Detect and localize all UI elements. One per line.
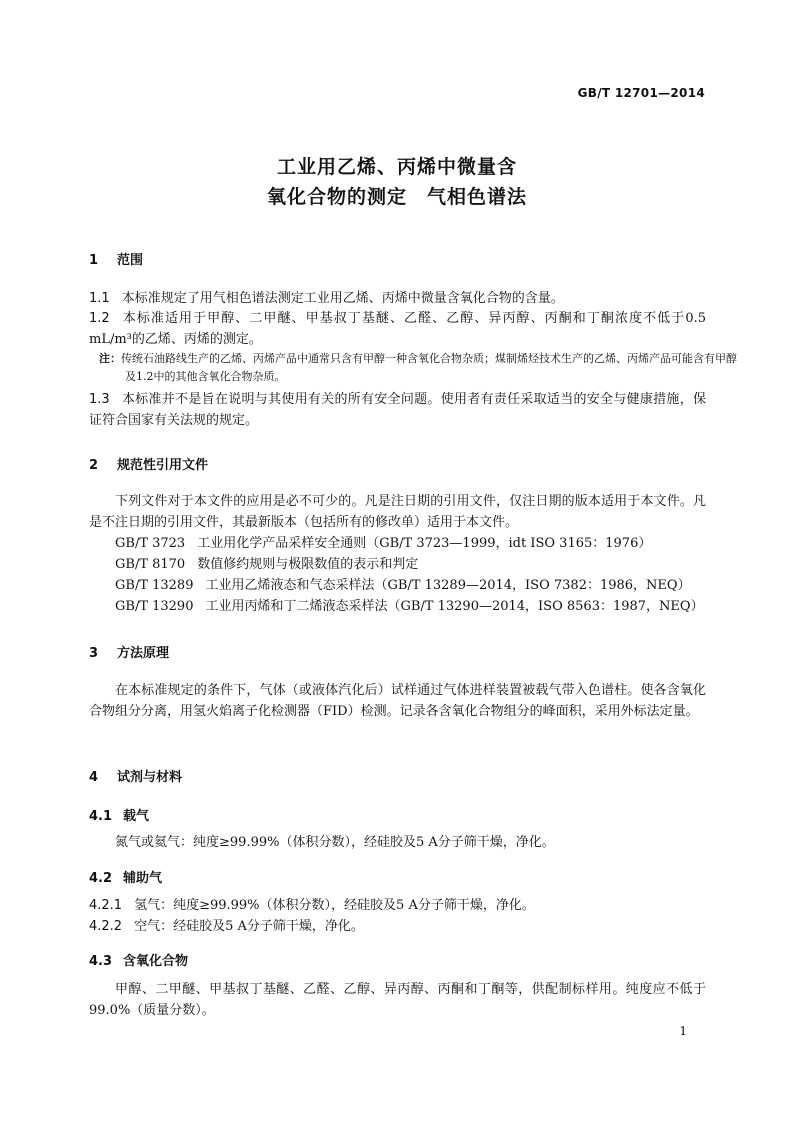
document-title-line1: 工业用乙烯、丙烯中微量含 [276,156,517,178]
subsection-number: 4.2 [89,871,113,886]
reference-code: GB/T 8170 [115,557,186,572]
reference-code: GB/T 3723 [115,536,186,551]
section-1-heading [89,249,706,268]
reference-item [89,596,732,617]
clause-4-2-2 [89,916,706,937]
subsection-4-3-text: 甲醇、二甲醚、甲基叔丁基醚、乙醛、乙醇、异丙醇、丙酮和丁酮等，供配制标样用。纯度应不低于99.0%（质量分数）。 [89,982,706,1018]
reference-code: GB/T 13289 [115,578,194,593]
clause-text: 本标准规定了用气相色谱法测定工业用乙烯、丙烯中微量含氧化合物的含量。 [121,291,564,306]
clause-number: 1.2 [89,311,110,326]
note-text: 传统石油路线生产的乙烯、丙烯产品中通常只含有甲醇一种含氧化合物杂质；煤制烯烃技术生产的乙烯、丙烯产品可能含有甲醇及1.2中的其他含氧化合物杂质。 [121,352,737,383]
section-title: 试剂与材料 [117,770,183,785]
reference-item [89,533,732,554]
clause-number: 4.2.1 [89,898,123,913]
reference-code: GB/T 13290 [115,599,194,614]
reference-title: 工业用化学产品采样安全通则（GB/T 3723—1999，idt ISO 3165：1976） [197,536,652,551]
subsection-number: 4.3 [89,954,113,969]
note-label: 注： [99,352,121,365]
note-1 [89,350,742,386]
subsection-4-2-heading [89,867,706,886]
clause-number: 1.1 [89,291,110,306]
clause-number: 1.3 [89,392,110,407]
section-number: 1 [89,253,99,268]
reference-item [89,575,732,596]
section-2-heading [89,454,706,473]
clause-4-2-1 [89,895,706,916]
subsection-4-3-heading [89,950,706,969]
section-4-heading [89,766,706,785]
reference-title: 工业用乙烯液态和气态采样法（GB/T 13289—2014，ISO 7382：1986，NEQ） [205,578,691,593]
section-title: 方法原理 [117,646,170,661]
page-number: 1 [679,1024,687,1038]
clause-1-2 [89,308,706,350]
clause-text: 本标准适用于甲醇、二甲醚、甲基叔丁基醚、乙醛、乙醇、异丙醇、丙酮和丁酮浓度不低于0.5 mL/m³的乙烯、丙烯的测定。 [89,311,706,347]
clause-text: 氢气：纯度≥99.99%（体积分数），经硅胶及5 A分子筛干燥，净化。 [134,898,535,913]
subsection-title: 辅助气 [123,871,163,886]
clause-text: 本标准并不是旨在说明与其使用有关的所有安全问题。使用者有责任采取适当的安全与健康措施，保证符合国家有关法规的规定。 [89,392,706,428]
clause-text: 空气：经硅胶及5 A分子筛干燥，净化。 [134,919,364,934]
section-number: 4 [89,770,99,785]
subsection-title: 载气 [123,809,150,824]
reference-title: 工业用丙烯和丁二烯液态采样法（GB/T 13290—2014，ISO 8563：1987，NEQ） [205,599,704,614]
document-title-line2: 氧化合物的测定 气相色谱法 [266,186,527,208]
reference-title: 数值修约规则与极限数值的表示和判定 [197,557,419,572]
section-3-heading [89,642,706,661]
clause-1-1 [89,288,706,309]
subsection-number: 4.1 [89,809,113,824]
section-number: 2 [89,458,99,473]
section-title: 规范性引用文件 [117,458,209,473]
subsection-4-1-text: 氮气或氦气：纯度≥99.99%（体积分数），经硅胶及5 A分子筛干燥，净化。 [115,835,555,850]
standard-code: GB/T 12701—2014 [577,86,705,100]
section-2-intro: 下列文件对于本文件的应用是必不可少的。凡是注日期的引用文件，仅注日期的版本适用于本文件。凡是不注日期的引用文件，其最新版本（包括所有的修改单）适用于本文件。 [89,494,706,530]
section-3-text: 在本标准规定的条件下，气体（或液体汽化后）试样通过气体进样装置被载气带入色谱柱。使各含氧化合物组分分离，用氢火焰离子化检测器（FID）检测。记录各含氧化合物组分的峰面积，采用外标法定量。 [89,683,706,719]
clause-1-3 [89,389,706,431]
subsection-title: 含氧化合物 [123,954,189,969]
clause-number: 4.2.2 [89,919,123,934]
section-title: 范围 [117,253,144,268]
section-number: 3 [89,646,99,661]
subsection-4-1-heading [89,805,706,824]
reference-item [89,554,732,575]
